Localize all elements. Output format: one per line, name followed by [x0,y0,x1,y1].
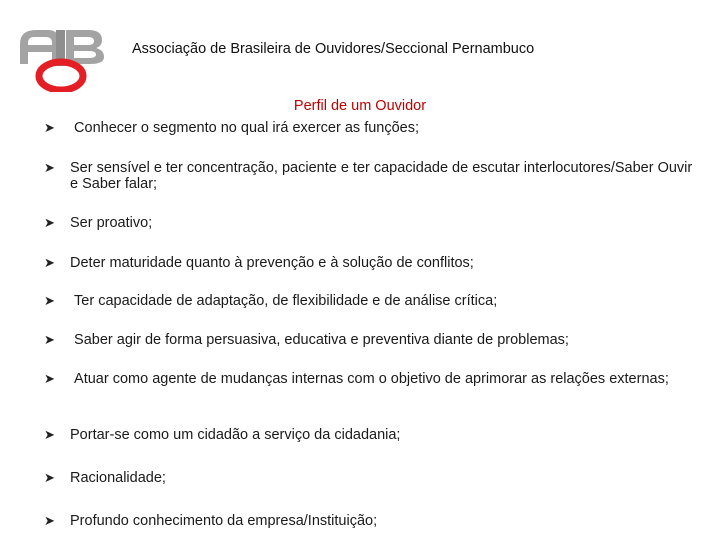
list-item: ➤ Ser proativo; [44,215,153,231]
arrow-bullet-icon: ➤ [44,332,55,347]
list-item: ➤ Conhecer o segmento no qual irá exercer as funções; [44,120,420,136]
list-item: ➤ Portar-se como um cidadão a serviço da cidadania; [44,427,401,443]
arrow-bullet-icon: ➤ [44,427,55,442]
list-item: ➤ Atuar como agente de mudanças internas com o objetivo de aprimorar as relações externas; [44,371,669,387]
arrow-bullet-icon: ➤ [44,293,55,308]
list-item: ➤ Profundo conhecimento da empresa/Instituição; [44,513,378,529]
abo-logo-icon [16,26,106,92]
arrow-bullet-icon: ➤ [44,470,55,485]
list-item: ➤ Ser sensível e ter concentração, paciente e ter capacidade de escutar interlocutores/Saber Ouvir e Saber falar; [44,160,697,192]
list-item: ➤ Deter maturidade quanto à prevenção e à solução de conflitos; [44,255,474,271]
list-item: ➤ Racionalidade; [44,470,166,486]
list-item: ➤ Saber agir de forma persuasiva, educativa e preventiva diante de problemas; [44,332,569,348]
header-title: Associação de Brasileira de Ouvidores/Seccional Pernambuco [132,41,535,57]
arrow-bullet-icon: ➤ [44,255,55,270]
list-item: ➤ Ter capacidade de adaptação, de flexibilidade e de análise crítica; [44,293,498,309]
arrow-bullet-icon: ➤ [44,215,55,230]
arrow-bullet-icon: ➤ [44,160,55,175]
arrow-bullet-icon: ➤ [44,371,55,386]
arrow-bullet-icon: ➤ [44,120,55,135]
slide-title: Perfil de um Ouvidor [293,98,427,114]
arrow-bullet-icon: ➤ [44,513,55,528]
